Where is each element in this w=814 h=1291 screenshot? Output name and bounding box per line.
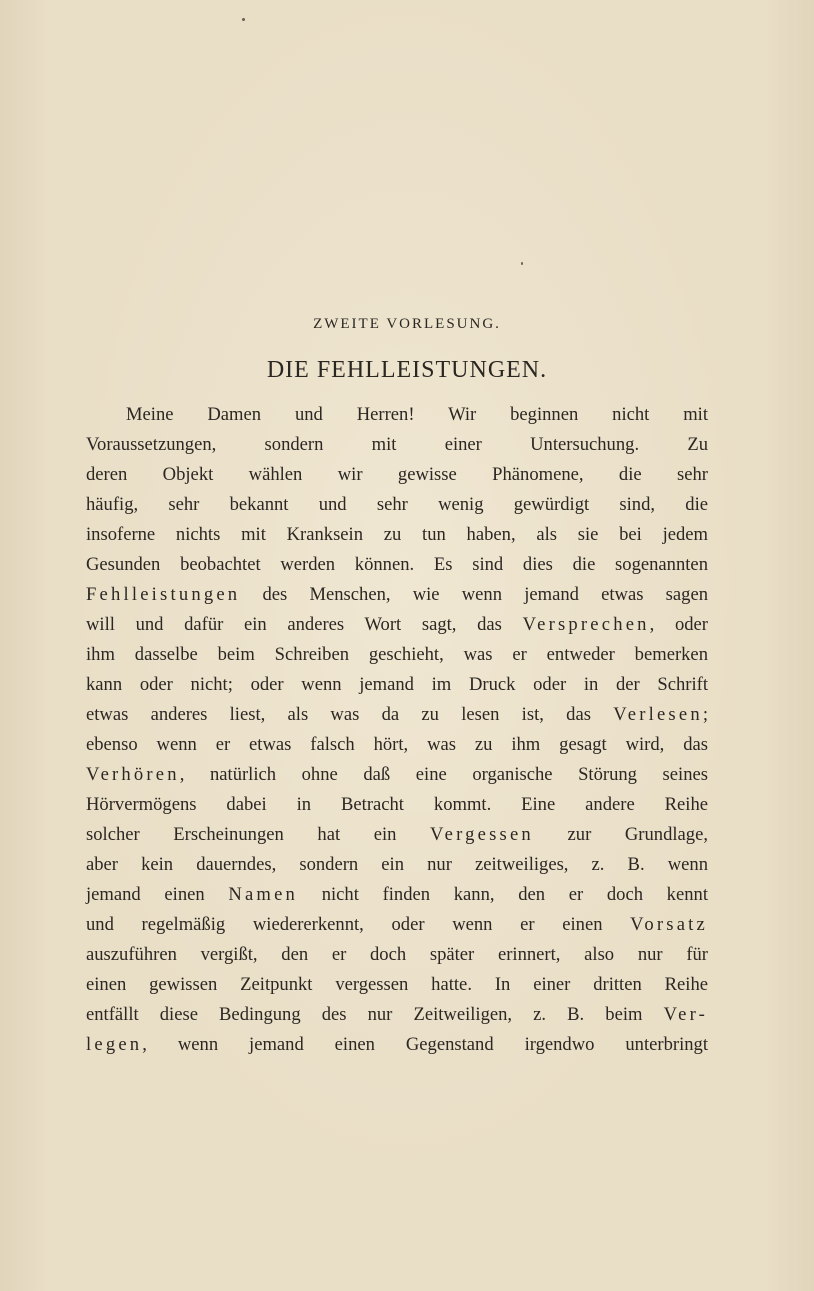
text-run: solcher Erscheinungen hat ein (86, 824, 431, 845)
text-run: ihm dasselbe beim Schreiben geschieht, was er entweder bemerken (86, 644, 708, 665)
text-line (86, 520, 708, 550)
emphasized-term: Verlesen (613, 704, 703, 725)
text-run: , wenn jemand einen Gegenstand irgendwo unterbringt (142, 1034, 708, 1055)
text-line (86, 940, 708, 970)
text-run: und regelmäßig wiedererkennt, oder wenn er einen (86, 914, 631, 935)
text-line (86, 430, 708, 460)
text-line (86, 790, 708, 820)
text-line (86, 670, 708, 700)
text-run: etwas anderes liest, als was da zu lesen ist, das (86, 704, 614, 725)
text-run: kann oder nicht; oder wenn jemand im Druck oder in der Schrift (86, 674, 708, 695)
text-run: ebenso wenn er etwas falsch hört, was zu ihm gesagt wird, das (86, 734, 708, 755)
text-run: aber kein dauerndes, sondern ein nur zeitweiliges, z. B. wenn (86, 854, 708, 875)
text-run: auszuführen vergißt, den er doch später erinnert, also nur für (86, 944, 708, 965)
text-line (86, 460, 708, 490)
text-line (86, 580, 708, 610)
text-run: des Menschen, wie wenn jemand etwas sagen (240, 584, 708, 605)
text-line (86, 970, 708, 1000)
text-run: nicht finden kann, den er doch kennt (298, 884, 708, 905)
text-line (86, 880, 708, 910)
emphasized-term: Fehlleistungen (86, 584, 241, 605)
text-run: Voraussetzungen, sondern mit einer Untersuchung. Zu (86, 434, 708, 455)
emphasized-term: legen (86, 1034, 143, 1055)
text-line (86, 910, 708, 940)
text-run: , natürlich ohne daß eine organische Störung seines (179, 764, 708, 785)
text-line (86, 640, 708, 670)
text-run: ; (702, 704, 708, 725)
text-line (86, 1000, 708, 1030)
text-line (86, 550, 708, 580)
emphasized-term: Vorsatz (630, 914, 708, 935)
text-run: einen gewissen Zeitpunkt vergessen hatte. In einer dritten Reihe (86, 974, 708, 995)
body-paragraph (86, 400, 708, 1060)
text-line (86, 850, 708, 880)
emphasized-term: Verhören (86, 764, 180, 785)
emphasized-term: Namen (228, 884, 299, 905)
text-line (86, 820, 708, 850)
text-run: deren Objekt wählen wir gewisse Phänomene, die sehr (86, 464, 708, 485)
emphasized-term: Versprechen (522, 614, 650, 635)
text-run: entfällt diese Bedingung des nur Zeitweiligen, z. B. beim (86, 1004, 664, 1025)
ink-speck (242, 18, 245, 21)
text-line (86, 730, 708, 760)
text-line (86, 760, 708, 790)
text-run: häufig, sehr bekannt und sehr wenig gewürdigt sind, die (86, 494, 708, 515)
text-run: Gesunden beobachtet werden können. Es sind dies die sogenannten (86, 554, 708, 575)
chapter-label: ZWEITE VORLESUNG. (313, 316, 501, 332)
text-run: will und dafür ein anderes Wort sagt, das (86, 614, 523, 635)
text-line (86, 400, 708, 430)
text-line (86, 700, 708, 730)
emphasized-term: Vergessen (430, 824, 534, 845)
text-line (86, 610, 708, 640)
text-run: Meine Damen und Herren! Wir beginnen nicht mit (126, 404, 708, 425)
text-line (86, 1030, 708, 1060)
ink-speck (521, 262, 523, 265)
text-run: insoferne nichts mit Kranksein zu tun haben, als sie bei jedem (86, 524, 708, 545)
text-run: Hörvermögens dabei in Betracht kommt. Eine andere Reihe (86, 794, 708, 815)
emphasized-term: Ver- (663, 1004, 708, 1025)
text-run: , oder (649, 614, 708, 635)
chapter-title: DIE FEHLLEISTUNGEN. (266, 357, 548, 383)
text-run: jemand einen (86, 884, 229, 905)
text-line (86, 490, 708, 520)
text-run: zur Grundlage, (533, 824, 708, 845)
